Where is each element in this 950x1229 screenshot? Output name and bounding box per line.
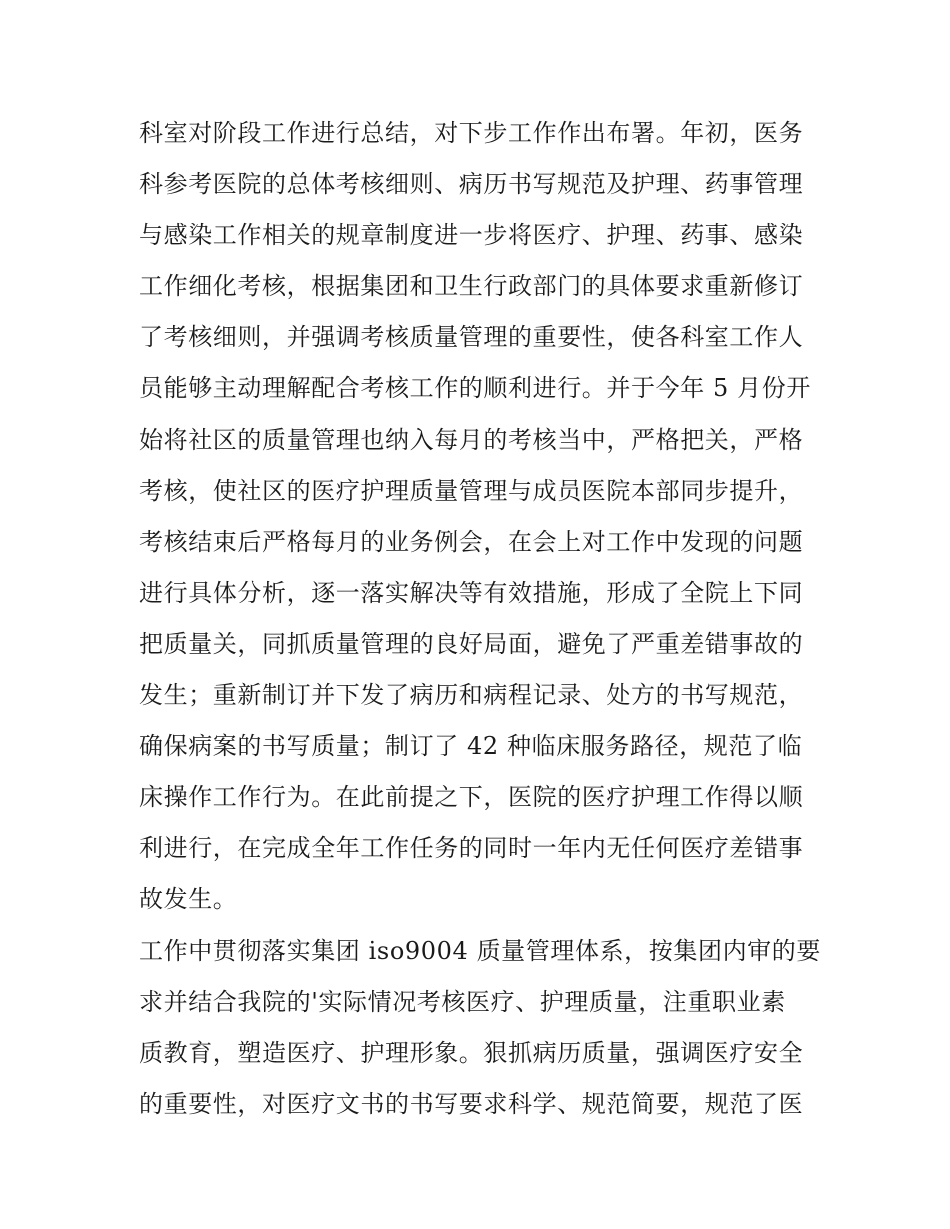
text-line: 质教育，塑造医疗、护理形象。狠抓病历质量，强调医疗安全 — [139, 1038, 804, 1067]
text-line: 了考核细则，并强调考核质量管理的重要性，使各科室工作人 — [139, 323, 804, 352]
text-line: 进行具体分析，逐一落实解决等有效措施，形成了全院上下同 — [139, 578, 804, 607]
text-line: 始将社区的质量管理也纳入每月的考核当中，严格把关，严格 — [139, 425, 804, 454]
text-line: 科参考医院的总体考核细则、病历书写规范及护理、药事管理 — [139, 170, 804, 199]
text-line: 把质量关，同抓质量管理的良好局面，避免了严重差错事故的 — [139, 629, 804, 658]
text-line: 故发生。 — [139, 885, 238, 914]
text-line: 利进行，在完成全年工作任务的同时一年内无任何医疗差错事 — [139, 834, 804, 863]
document-body — [139, 108, 819, 1130]
text-line: 求并结合我院的'实际情况考核医疗、护理质量，注重职业素 — [139, 987, 786, 1016]
text-line: 的重要性，对医疗文书的书写要求科学、规范简要，规范了医 — [139, 1089, 804, 1118]
text-line: 考核，使社区的医疗护理质量管理与成员医院本部同步提升， — [139, 476, 804, 505]
text-line: 发生；重新制订并下发了病历和病程记录、处方的书写规范， — [139, 681, 804, 710]
text-line: 床操作工作行为。在此前提之下，医院的医疗护理工作得以顺 — [139, 783, 804, 812]
text-line: 员能够主动理解配合考核工作的顺利进行。并于今年 5 月份开 — [139, 374, 811, 403]
text-line: 确保病案的书写质量；制订了 42 种临床服务路径，规范了临 — [139, 732, 803, 761]
text-line: 与感染工作相关的规章制度进一步将医疗、护理、药事、感染 — [139, 221, 804, 250]
text-line: 工作细化考核，根据集团和卫生行政部门的具体要求重新修订 — [139, 272, 804, 301]
text-line: 考核结束后严格每月的业务例会，在会上对工作中发现的问题 — [139, 527, 804, 556]
text-line: 科室对阶段工作进行总结，对下步工作作出布署。年初，医务 — [139, 119, 804, 147]
text-line: 工作中贯彻落实集团 iso9004 质量管理体系，按集团内审的要 — [139, 936, 821, 965]
